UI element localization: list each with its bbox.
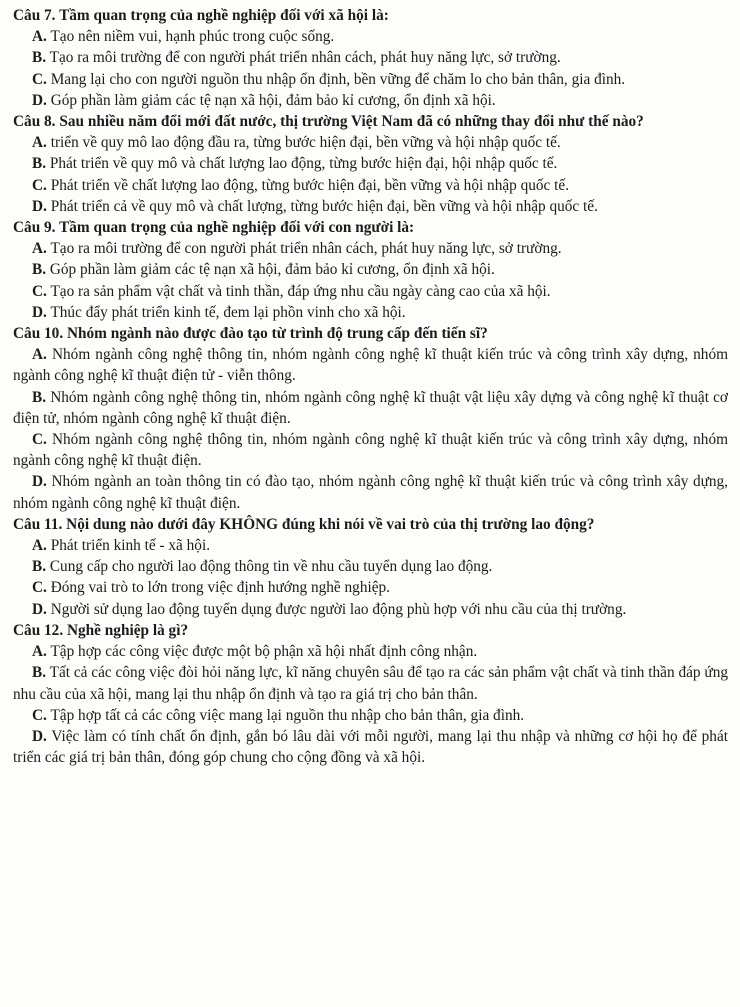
option-d: D. Người sử dụng lao động tuyển dụng được người lao động phù hợp với nhu cầu của thị trường. — [32, 600, 627, 618]
question-title — [13, 217, 728, 238]
option-b: B. Tất cả các công việc đòi hỏi năng lực, kĩ năng chuyên sâu để tạo ra các sản phẩm vật chất và tinh thần đáp ứng nhu cầu của xã hội, mang lại thu nhập ổn định và tạo ra giá trị cho bản thân. — [13, 664, 728, 703]
question-text: Nhóm ngành nào được đào tạo từ trình độ trung cấp đến tiến sĩ? — [66, 325, 488, 343]
question-number: Câu 10. — [13, 325, 64, 343]
question-title — [13, 111, 728, 132]
question-8 — [13, 111, 728, 217]
option-a: A. Nhóm ngành công nghệ thông tin, nhóm ngành công nghệ kĩ thuật kiến trúc và công trình xây dựng, nhóm ngành công nghệ kĩ thuật điện tử - viễn thông. — [13, 346, 728, 385]
question-10 — [13, 323, 728, 514]
question-title — [13, 5, 728, 26]
option-d: D. Góp phần làm giảm các tệ nạn xã hội, đảm bảo kỉ cương, ổn định xã hội. — [32, 91, 496, 109]
option-a: A. Tạo ra môi trường để con người phát triển nhân cách, phát huy năng lực, sở trường. — [32, 240, 562, 258]
option-a: A. triển về quy mô lao động đầu ra, từng bước hiện đại, bền vững và hội nhập quốc tế. — [32, 134, 561, 152]
option-c: C. Mang lại cho con người nguồn thu nhập ổn định, bền vững để chăm lo cho bản thân, gia đình. — [32, 70, 626, 88]
question-title — [13, 620, 728, 641]
option-d: D. Thúc đẩy phát triển kinh tế, đem lại phồn vinh cho xã hội. — [32, 303, 406, 321]
option-b: B. Tạo ra môi trường để con người phát triển nhân cách, phát huy năng lực, sở trường. — [32, 49, 561, 67]
option-d: D. Việc làm có tính chất ổn định, gắn bó lâu dài với mỗi người, mang lại thu nhập và những cơ hội họ để phát triển các giá trị bản thân, đóng góp chung cho cộng đồng và xã hội. — [13, 727, 728, 767]
option-d: D. Phát triển cả về quy mô và chất lượng, từng bước hiện đại, bền vững và hội nhập quốc tế. — [32, 197, 598, 215]
question-text: Nội dung nào dưới đây KHÔNG đúng khi nói về vai trò của thị trường lao động? — [66, 515, 595, 533]
option-b: B. Góp phần làm giảm các tệ nạn xã hội, đảm bảo kỉ cương, ổn định xã hội. — [32, 261, 495, 279]
question-text: Sau nhiều năm đổi mới đất nước, thị trường Việt Nam đã có những thay đổi như thế nào? — [59, 113, 644, 131]
option-a: A. Phát triển kinh tế - xã hội. — [32, 537, 211, 555]
option-b: B. Cung cấp cho người lao động thông tin về nhu cầu tuyển dụng lao động. — [32, 558, 493, 576]
question-number: Câu 7. — [13, 7, 56, 24]
question-text: Nghề nghiệp là gì? — [66, 621, 189, 639]
question-number: Câu 12. — [13, 621, 64, 639]
question-text: Tầm quan trọng của nghề nghiệp đối với con người là: — [59, 219, 415, 237]
option-d: D. Nhóm ngành an toàn thông tin có đào tạo, nhóm ngành công nghệ kĩ thuật kiến trúc và công trình xây dựng, nhóm ngành công nghệ kĩ thuật điện. — [13, 473, 729, 512]
question-number: Câu 9. — [13, 219, 56, 237]
option-c: C. Đóng vai trò to lớn trong việc định hướng nghề nghiệp. — [32, 579, 390, 597]
question-number: Câu 11. — [13, 515, 63, 533]
option-b: B. Phát triển về quy mô và chất lượng lao động, từng bước hiện đại, hội nhập quốc tế. — [32, 155, 558, 173]
option-a: A. Tạo nên niềm vui, hạnh phúc trong cuộc sống. — [32, 28, 335, 46]
question-text: Tầm quan trọng của nghề nghiệp đối với xã hội là: — [59, 7, 389, 24]
question-9 — [13, 217, 728, 323]
option-c: C. Tạo ra sản phẩm vật chất và tinh thần, đáp ứng nhu cầu ngày càng cao của xã hội. — [32, 282, 551, 300]
option-a: A. Tập hợp các công việc được một bộ phận xã hội nhất định công nhận. — [32, 643, 478, 661]
question-7 — [13, 5, 728, 111]
option-c: C. Phát triển về chất lượng lao động, từng bước hiện đại, bền vững và hội nhập quốc tế. — [32, 176, 570, 194]
option-b: B. Nhóm ngành công nghệ thông tin, nhóm ngành công nghệ kĩ thuật vật liệu xây dựng và công nghệ kĩ thuật cơ điện tử, nhóm ngành công nghệ kĩ thuật điện. — [13, 388, 728, 427]
option-c: C. Tập hợp tất cả các công việc mang lại nguồn thu nhập cho bản thân, gia đình. — [32, 706, 525, 724]
question-12 — [13, 620, 728, 768]
question-title — [13, 323, 728, 344]
option-c: C. Nhóm ngành công nghệ thông tin, nhóm ngành công nghệ kĩ thuật kiến trúc và công trình xây dựng, nhóm ngành công nghệ kĩ thuật điện. — [13, 431, 728, 470]
question-title — [13, 514, 728, 535]
question-number: Câu 8. — [13, 113, 56, 131]
question-11 — [13, 514, 728, 620]
